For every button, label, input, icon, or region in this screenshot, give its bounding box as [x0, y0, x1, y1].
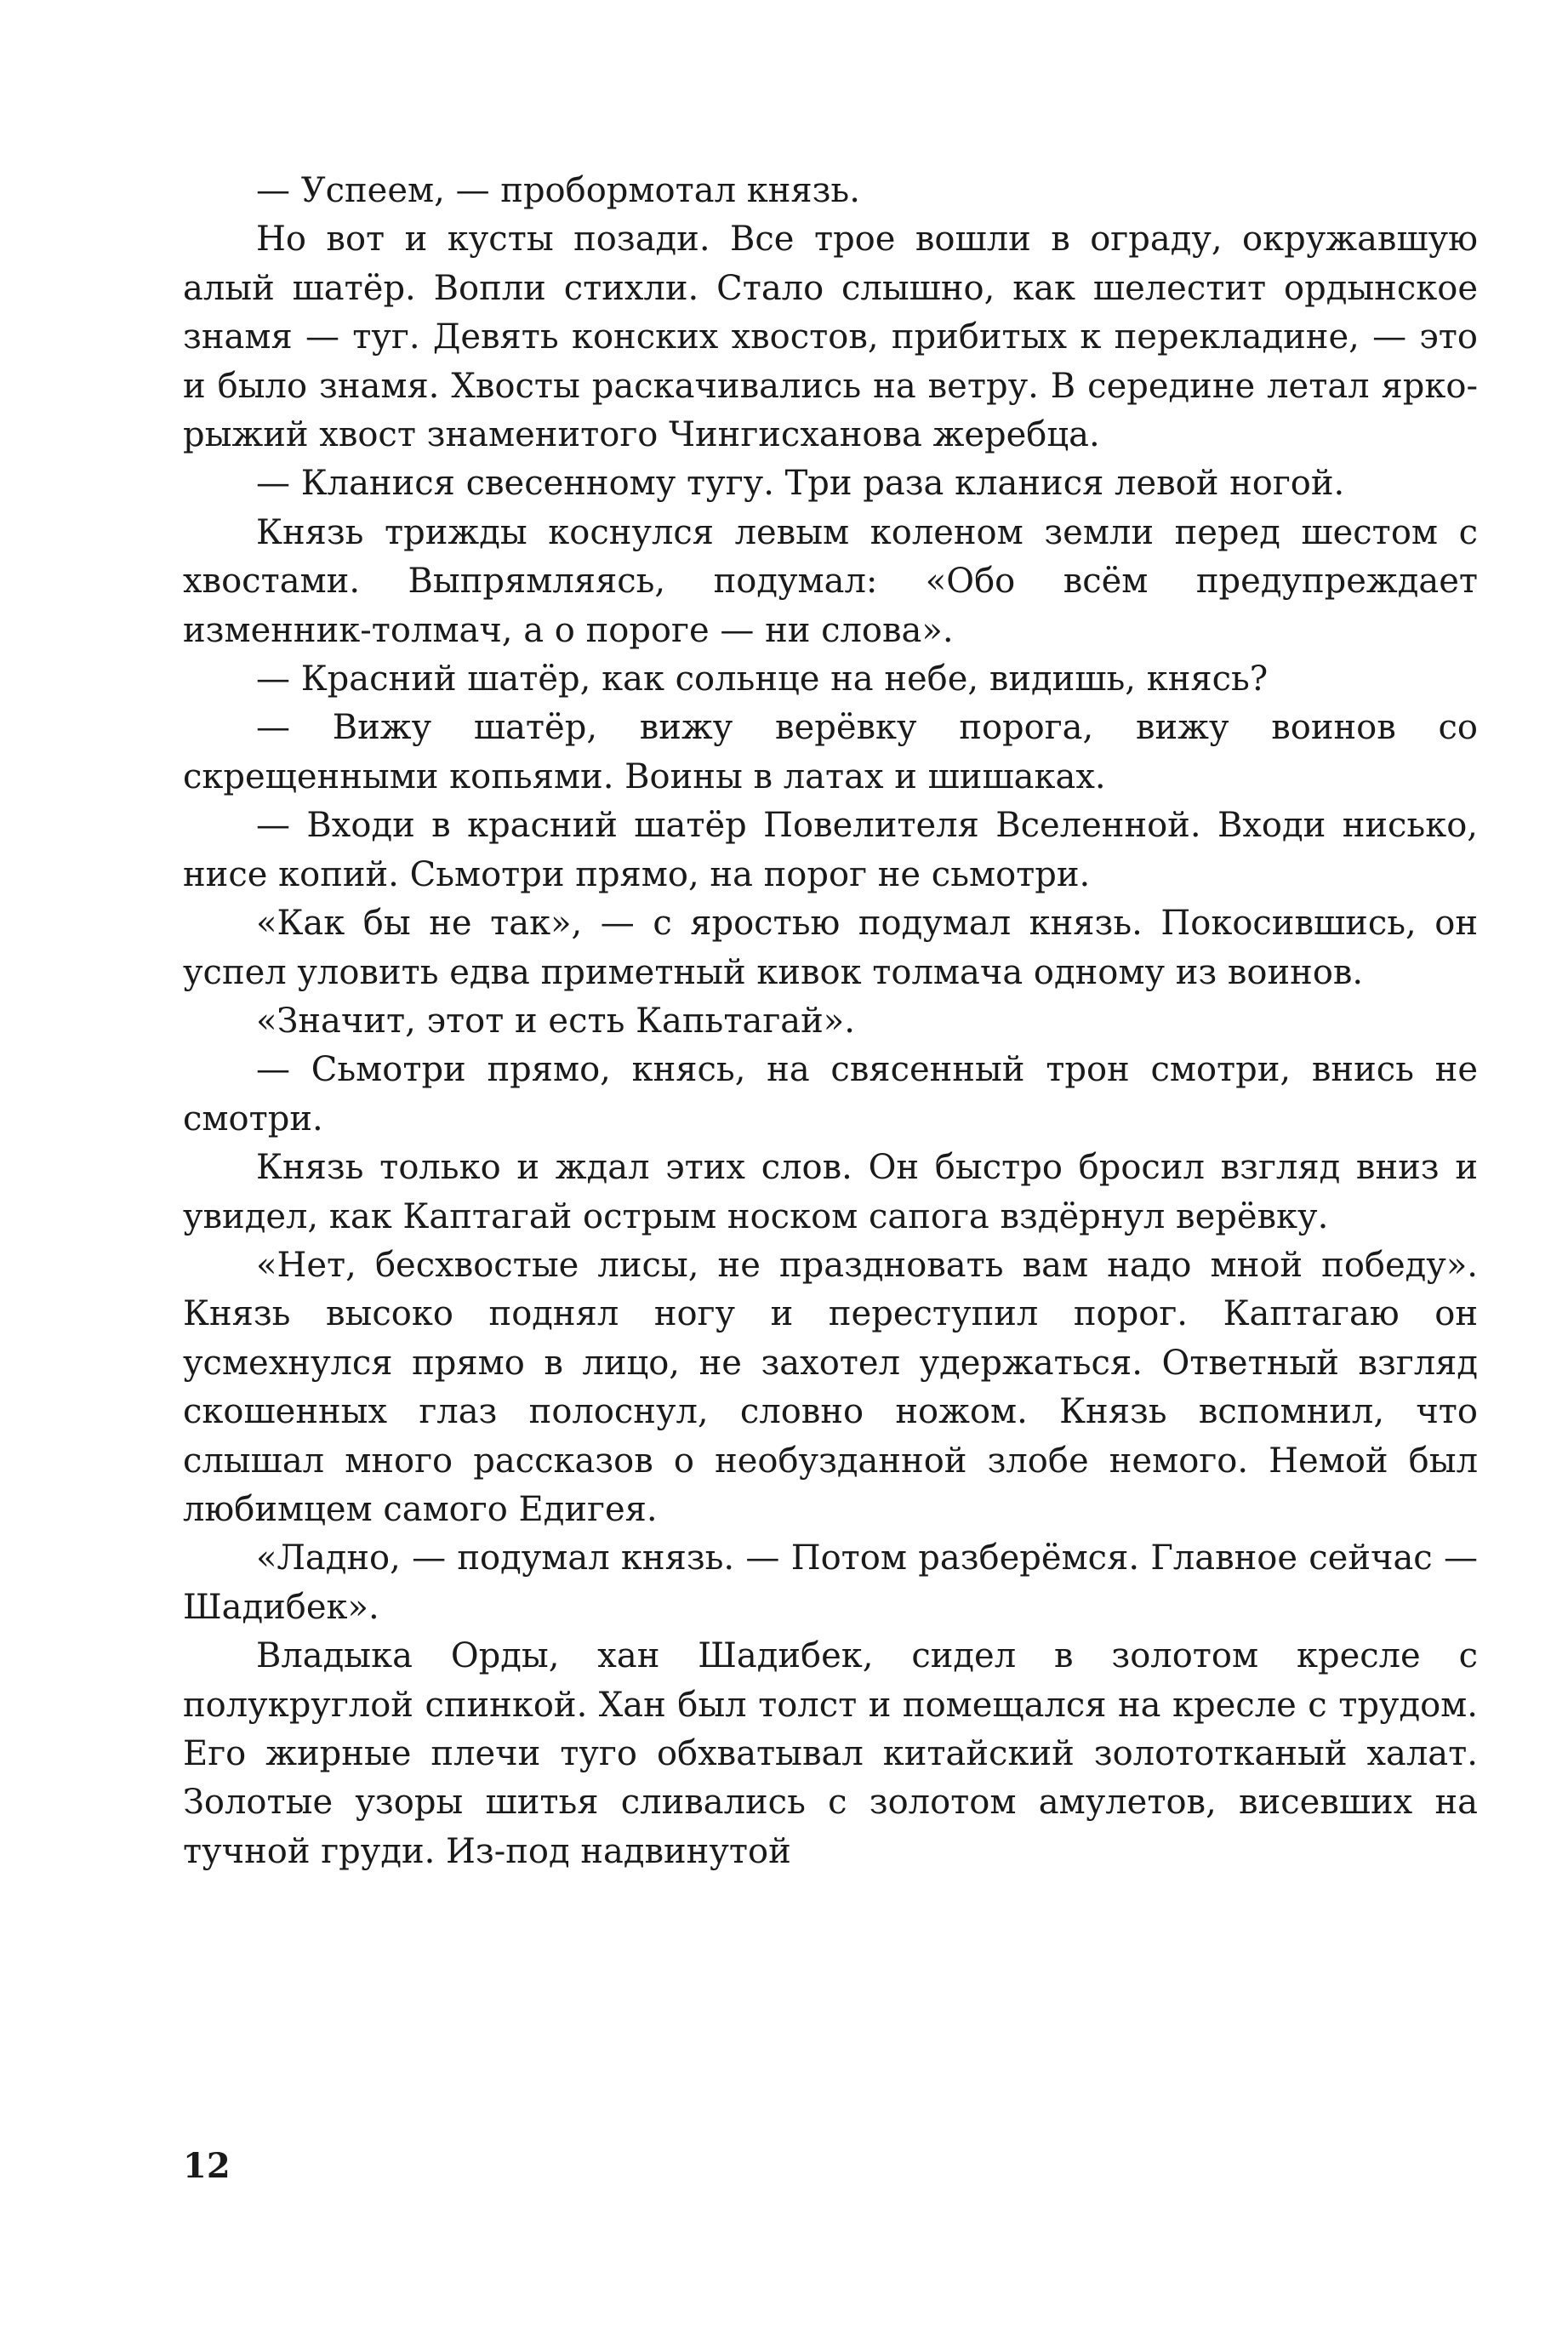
page-number: 12 [183, 2146, 231, 2186]
paragraph: Князь только и ждал этих слов. Он быстро бросил взгляд вниз и увидел, как Каптагай острым носком сапога вздёрнул верёвку. [183, 1148, 1478, 1236]
paragraph: Князь трижды коснулся левым коленом земли перед шестом с хвостами. Выпрямляясь, подумал: «Обо всём предупреждает изменник-толмач, а о пороге — ни слова». [183, 512, 1478, 650]
text-column [183, 167, 1478, 1876]
paragraph: «Ладно, — подумал князь. — Потом разберёмся. Главное сейчас — Шадибек». [183, 1538, 1478, 1627]
paragraph: — Сьмотри прямо, княсь, на свясенный трон смотри, внись не смотри. [183, 1050, 1478, 1139]
paragraph: Но вот и кусты позади. Все трое вошли в ограду, окружавшую алый шатёр. Вопли стихли. Стало слышно, как шелестит ордынское знамя — туг. Девять конских хвостов, прибитых к перекладине, — это и было знамя. Хвосты раскачивались на ветру. В середине летал ярко-рыжий хвост знаменитого Чингисханова жеребца. [183, 220, 1478, 455]
paragraph: Владыка Орды, хан Шадибек, сидел в золотом кресле с полукруглой спинкой. Хан был толст и помещался на кресле с трудом. Его жирные плечи туго обхватывал китайский золототканый халат. Золотые узоры шитья сливались с золотом амулетов, висевших на тучной груди. Из-под надвинутой [183, 1636, 1478, 1871]
paragraph: «Как бы не так», — с яростью подумал князь. Покосившись, он успел уловить едва приметный кивок толмача одному из воинов. [183, 904, 1478, 992]
paragraph: — Кланися свесенному тугу. Три раза кланися левой ногой. [256, 464, 1345, 504]
paragraph: «Нет, бесхвостые лисы, не праздновать вам надо мной победу». Князь высоко поднял ногу и переступил порог. Каптагаю он усмехнулся прямо в лицо, не захотел удержаться. Ответный взгляд скошенных глаз полоснул, словно ножом. Князь вспомнил, что слышал много рассказов о необузданной злобе немого. Немой был любимцем самого Едигея. [183, 1245, 1478, 1529]
paragraph: — Успеем, — пробормотал князь. [256, 171, 860, 210]
paragraph: — Вижу шатёр, вижу верёвку порога, вижу воинов со скрещенными копьями. Воины в латах и шишаках. [183, 708, 1478, 796]
paragraph: «Значит, этот и есть Капьтагай». [256, 1001, 855, 1041]
paragraph: — Красний шатёр, как сольнце на небе, видишь, княсь? [256, 659, 1269, 699]
paragraph: — Входи в красний шатёр Повелителя Вселенной. Входи нисько, нисе копий. Сьмотри прямо, на порог не сьмотри. [183, 806, 1478, 894]
